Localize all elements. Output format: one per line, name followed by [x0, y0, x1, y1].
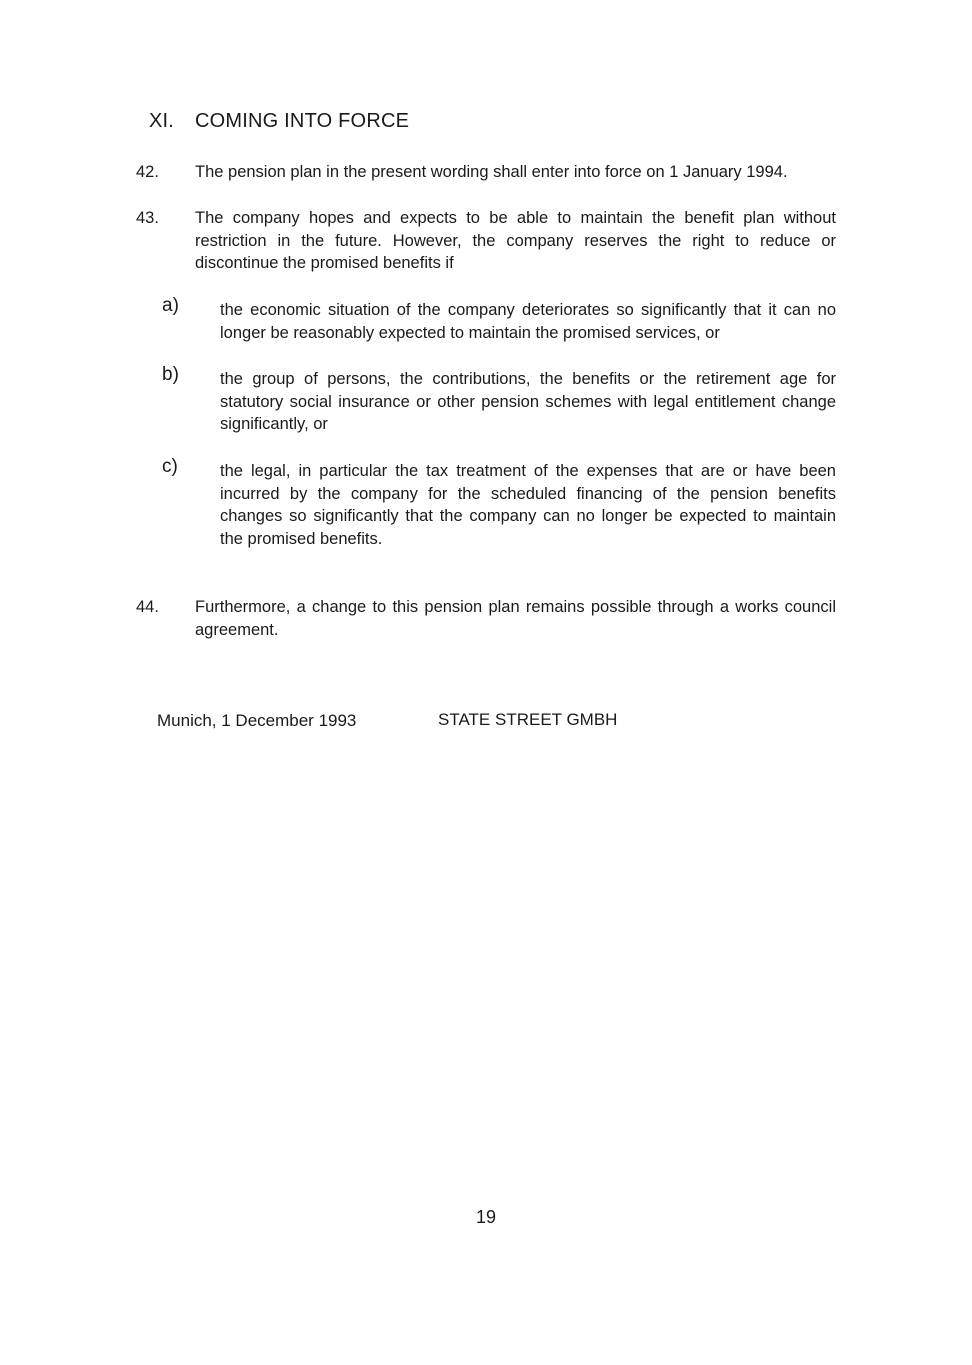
signature-place-date: Munich, 1 December 1993 — [157, 711, 357, 730]
paragraph-43 — [136, 207, 836, 275]
condition-c — [162, 456, 836, 550]
condition-text: the legal, in particular the tax treatment of the expenses that are or have been incurred by the company for the scheduled financing of the pension benefits changes so significantly that the company can no longer be expected to maintain the promised benefits. — [220, 462, 836, 548]
paragraph-text: The company hopes and expects to be able to maintain the benefit plan without restriction in the future. However, the company reserves the right to reduce or discontinue the promised benefits if — [195, 209, 836, 272]
condition-label: b) — [162, 364, 179, 385]
condition-text: the group of persons, the contributions, the benefits or the retirement age for statutory social insurance or other pension schemes with legal entitlement change significantly, or — [220, 370, 836, 433]
condition-a — [162, 295, 836, 344]
section-heading — [149, 110, 409, 133]
paragraph-44 — [136, 596, 836, 641]
condition-text: the economic situation of the company deteriorates so significantly that it can no longer be reasonably expected to maintain the promised services, or — [220, 301, 836, 342]
condition-label: c) — [162, 456, 178, 477]
page-number: 19 — [475, 1207, 497, 1227]
paragraph-text: Furthermore, a change to this pension plan remains possible through a works council agreement. — [195, 598, 836, 639]
condition-label: a) — [162, 295, 179, 316]
paragraph-number: 44. — [136, 598, 159, 616]
paragraph-text: The pension plan in the present wording shall enter into force on 1 January 1994. — [195, 163, 788, 181]
signature-company: STATE STREET GMBH — [438, 710, 618, 729]
paragraph-42 — [136, 161, 836, 184]
condition-b — [162, 364, 836, 436]
paragraph-number: 43. — [136, 209, 159, 227]
paragraph-number: 42. — [136, 163, 159, 181]
section-title: COMING INTO FORCE — [195, 110, 410, 132]
section-number: XI. — [149, 110, 175, 132]
